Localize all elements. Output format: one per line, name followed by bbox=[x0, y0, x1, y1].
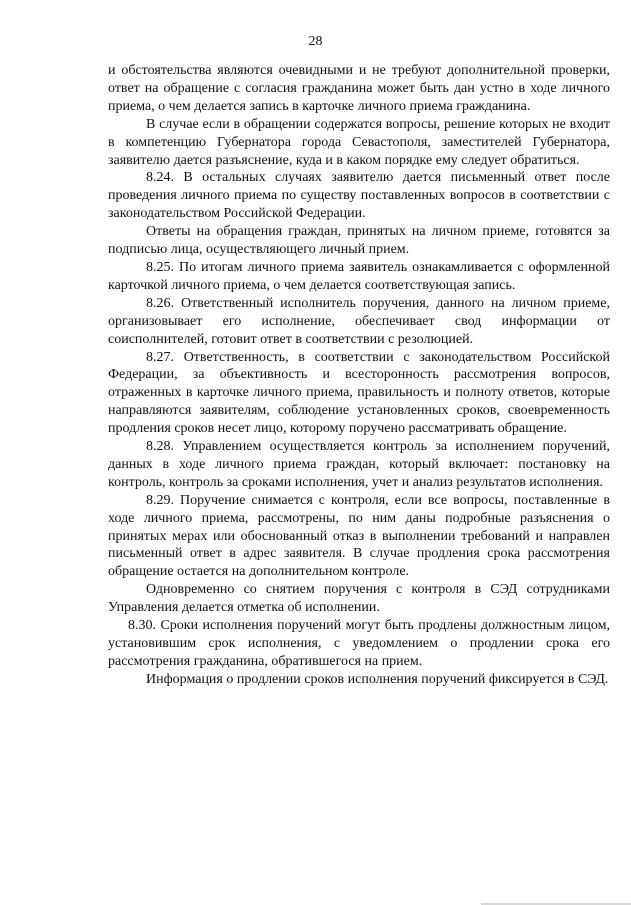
paragraph-8-27: 8.27. Ответственность, в соответствии с законодательством Российской Федерации, за объективность и всесторонность рассмотрения вопросов, отраженных в карточке личного приема, правильность и полноту ответов, которые направляются заявителям, соблюдение установленных сроков, своевременность продления сроков несет лицо, которому поручено рассматривать обращение. bbox=[108, 349, 610, 437]
paragraph-8-30: 8.30. Сроки исполнения поручений могут быть продлены должностным лицом, установившим срок исполнения, с уведомлением о продлении срока его рассмотрения гражданина, обратившегося на прием. bbox=[108, 618, 610, 669]
paragraph-continuation: и обстоятельства являются очевидными и не требуют дополнительной проверки, ответ на обращение с согласия гражданина может быть дан устно в ходе личного приема, о чем делается запись в карточке личного приема гражданина. bbox=[108, 63, 610, 114]
paragraph-answers-signature: Ответы на обращения граждан, принятых на личном приеме, готовятся за подписью лица, осуществляющего личный прием. bbox=[108, 224, 610, 258]
paragraph-8-24: 8.24. В остальных случаях заявителю дается письменный ответ после проведения личного приема по существу поставленных вопросов в соответствии с законодательством Российской Федерации. bbox=[108, 170, 610, 222]
paragraph-8-28: 8.28. Управлением осуществляется контроль за исполнением поручений, данных в ходе личного приема граждан, который включает: постановку на контроль, контроль за сроками исполнения, учет и анализ результатов исполнения. bbox=[108, 439, 610, 490]
paragraph-sed-mark: Одновременно со снятием поручения с контроля в СЭД сотрудниками Управления делается отметка об исполнении. bbox=[108, 582, 610, 616]
paragraph-extension-info: Информация о продлении сроков исполнения поручений фиксируется в СЭД. bbox=[146, 671, 609, 687]
document-body bbox=[108, 62, 610, 689]
paragraph-8-29: 8.29. Поручение снимается с контроля, если все вопросы, поставленные в ходе личного приема, рассмотрены, по ним даны подробные разъяснения о принятых мерах или обоснованный отказ в выполнении требований и направлен письменный ответ в адрес заявителя. В случае продления срока рассмотрения обращение остается на дополнительном контроле. bbox=[108, 492, 610, 580]
page-number: 28 bbox=[308, 34, 323, 49]
paragraph-8-26: 8.26. Ответственный исполнитель поручения, данного на личном приеме, организовывает его исполнение, обеспечивает свод информации от соисполнителей, готовит ответ в соответствии с резолюцией. bbox=[108, 295, 610, 347]
paragraph-clarification: В случае если в обращении содержатся вопросы, решение которых не входит в компетенцию Губернатора города Севастополя, заместителей Губернатора, заявителю дается разъяснение, куда и в каком порядке ему следует обратиться. bbox=[108, 116, 610, 168]
paragraph-8-25: 8.25. По итогам личного приема заявитель ознакамливается с оформленной карточкой личного приема, о чем делается соответствующая запись. bbox=[108, 259, 610, 293]
